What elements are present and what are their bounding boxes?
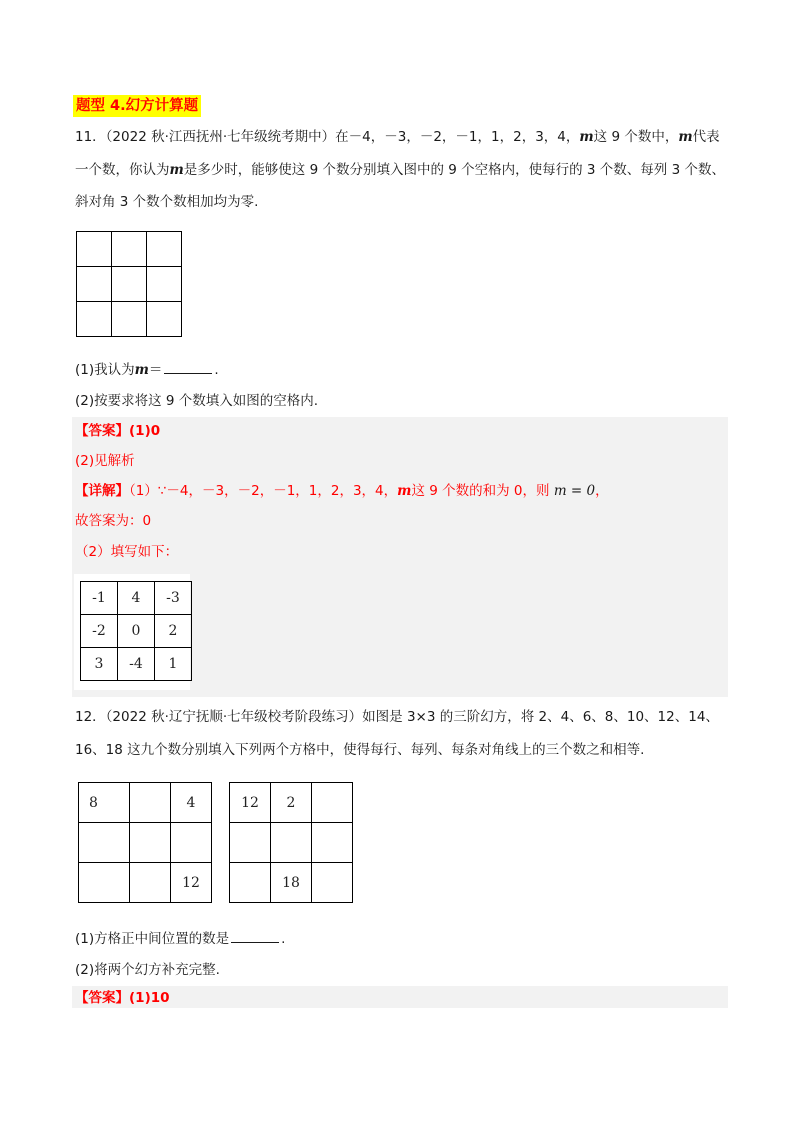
- grid-cell: [147, 267, 182, 302]
- q11-sub-1: (1)我认为m＝ .: [75, 362, 219, 378]
- grid-cell: 0: [118, 615, 155, 648]
- grid-cell: 3: [81, 648, 118, 681]
- answer-blank: [164, 360, 212, 374]
- grid-cell: 4: [118, 582, 155, 615]
- grid-cell: [112, 267, 147, 302]
- q11-line-3: 斜对角 3 个数个数相加均为零.: [75, 194, 259, 210]
- q11-answer-grid: [80, 581, 192, 681]
- grid-cell: [312, 823, 353, 863]
- grid-cell: [230, 823, 271, 863]
- grid-cell: -3: [155, 582, 192, 615]
- q12-grid-left: [78, 782, 212, 903]
- grid-cell: 8: [79, 783, 130, 823]
- grid-cell: -2: [81, 615, 118, 648]
- q11-sub-2: (2)按要求将这 9 个数填入如图的空格内.: [75, 393, 319, 409]
- grid-cell: [130, 823, 171, 863]
- grid-cell: 4: [171, 783, 212, 823]
- q11-answer-line: 【答案】(1)0: [75, 423, 161, 439]
- grid-cell: [77, 302, 112, 337]
- q11-empty-grid: [76, 231, 182, 337]
- grid-cell: [79, 823, 130, 863]
- grid-cell: -4: [118, 648, 155, 681]
- q12-line-2: 16、18 这九个数分别填入下列两个方格中，使得每行、每列、每条对角线上的三个数之和相等.: [75, 742, 645, 758]
- q12-line-1: 12．（2022 秋·辽宁抚顺·七年级校考阶段练习）如图是 3×3 的三阶幻方，将 2、4、6、8、10、12、14、: [75, 709, 719, 725]
- grid-cell: [147, 302, 182, 337]
- grid-cell: 2: [155, 615, 192, 648]
- detail-equation: m = 0: [553, 483, 596, 499]
- q11-line-1: 11．（2022 秋·江西抚州·七年级统考期中）在－4，－3，－2，－1，1，2，3，4，m这 9 个数中，m代表: [75, 129, 720, 145]
- q11-fill-title: （2）填写如下：: [75, 544, 179, 560]
- grid-cell: [79, 863, 130, 903]
- grid-cell: [147, 232, 182, 267]
- grid-cell: 1: [155, 648, 192, 681]
- grid-cell: 12: [230, 783, 271, 823]
- section-heading: 题型 4.幻方计算题: [73, 95, 201, 117]
- grid-cell: [130, 863, 171, 903]
- grid-cell: [112, 302, 147, 337]
- grid-cell: [130, 783, 171, 823]
- q12-sub-2: (2)将两个幻方补充完整.: [75, 962, 220, 978]
- grid-cell: 12: [171, 863, 212, 903]
- q12-answer-line: 【答案】(1)10: [75, 990, 170, 1006]
- grid-cell: [171, 823, 212, 863]
- grid-cell: -1: [81, 582, 118, 615]
- grid-cell: [312, 863, 353, 903]
- grid-cell: 18: [271, 863, 312, 903]
- q12-answer-block: [72, 986, 728, 1008]
- q11-conclusion: 故答案为：0: [75, 513, 152, 529]
- grid-cell: 2: [271, 783, 312, 823]
- grid-cell: [77, 232, 112, 267]
- grid-cell: [230, 863, 271, 903]
- q12-grid-right: [229, 782, 353, 903]
- q12-sub-1: (1)方格正中间位置的数是 .: [75, 931, 286, 947]
- grid-cell: [77, 267, 112, 302]
- answer-blank: [231, 929, 279, 943]
- grid-cell: [112, 232, 147, 267]
- q11-line-2: 一个数，你认为m是多少时，能够使这 9 个数分别填入图中的 9 个空格内，使每行的 3 个数、每列 3 个数、: [75, 162, 725, 178]
- q11-answer-2: (2)见解析: [75, 453, 135, 469]
- grid-cell: [312, 783, 353, 823]
- grid-cell: [271, 823, 312, 863]
- q11-detail-line: 【详解】（1）∵－4，－3，－2，－1，1，2，3，4，m这 9 个数的和为 0，则 m = 0，: [75, 483, 609, 499]
